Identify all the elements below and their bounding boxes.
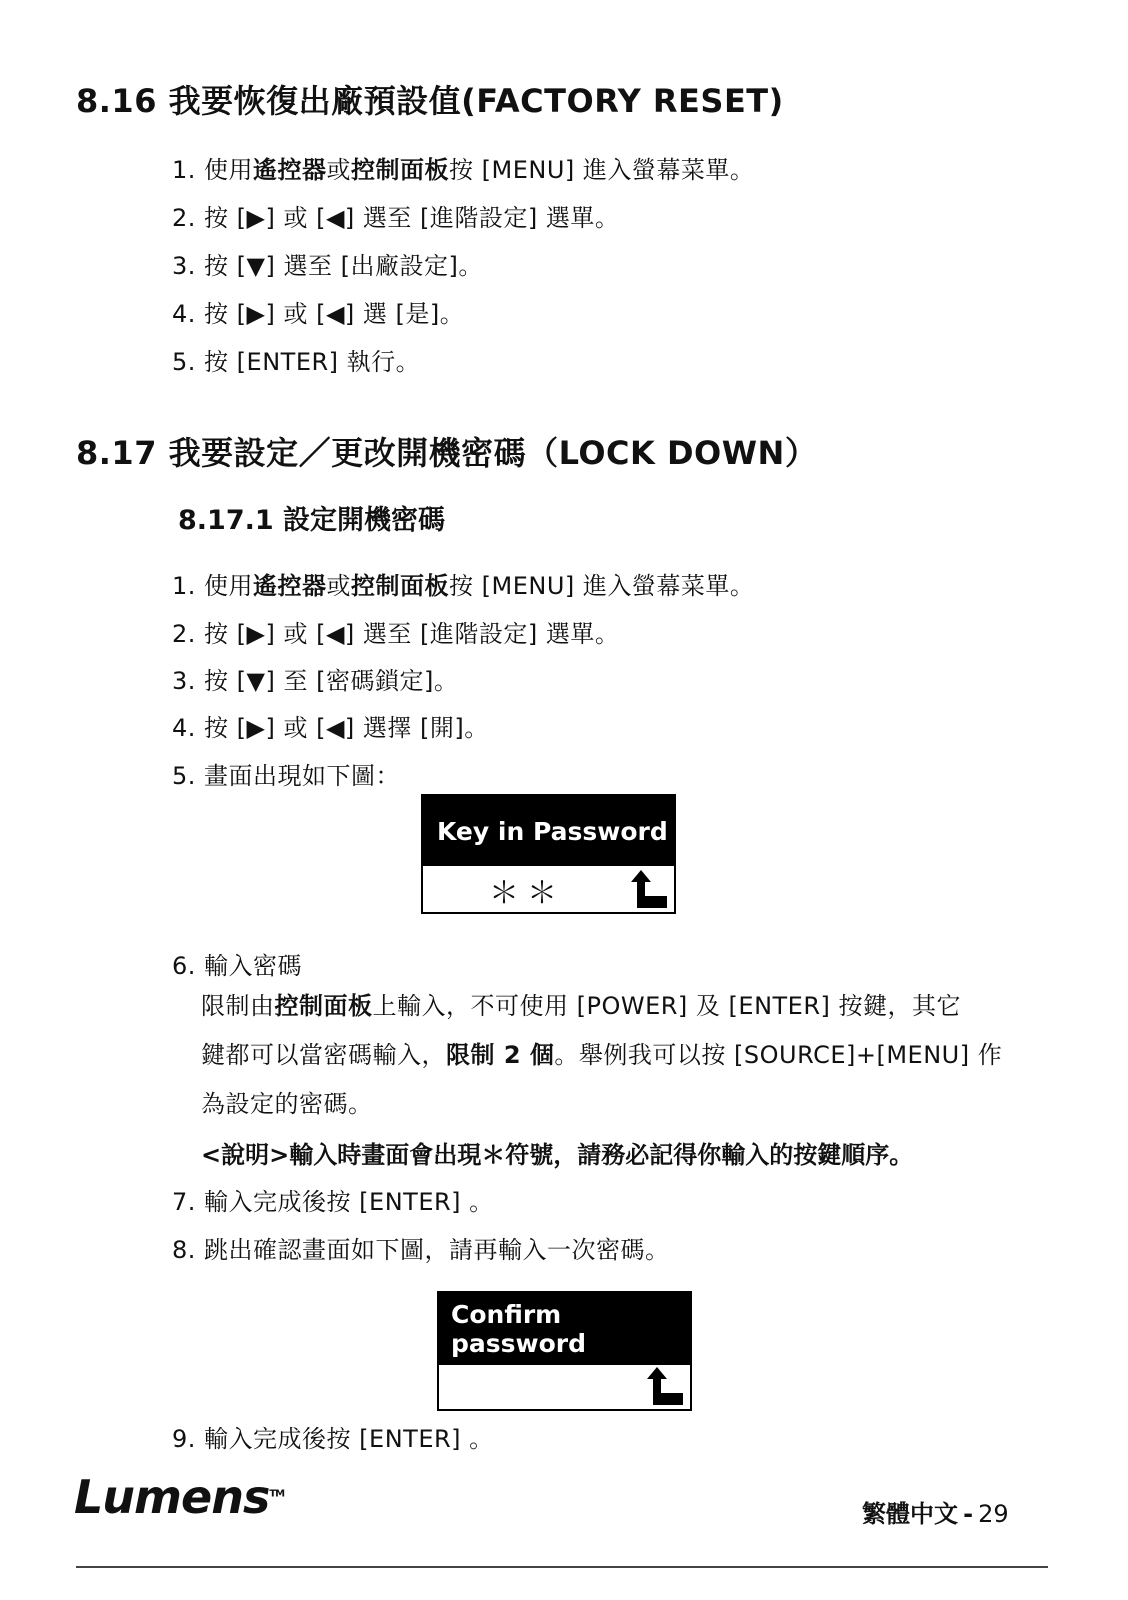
enter-icon <box>627 866 671 910</box>
list-item: 4. 按 [▶] 或 [◀] 選 [是]。 <box>172 300 465 328</box>
password-stars: ＊＊ <box>489 876 565 911</box>
confirm-password-screen <box>437 1291 692 1411</box>
list-item: 9. 輸入完成後按 [ENTER] 。 <box>172 1425 494 1453</box>
list-item: 1. 使用遙控器或控制面板按 [MENU] 進入螢幕菜單。 <box>172 156 755 184</box>
footer-page-label: 繁體中文 - 29 <box>862 1500 1009 1528</box>
confirm-password-field <box>439 1365 690 1409</box>
list-item: 8. 跳出確認畫面如下圖，請再輸入一次密碼。 <box>172 1236 670 1264</box>
section-title-factory-reset: 8.16 我要恢復出廠預設值(FACTORY RESET) <box>76 82 784 120</box>
key-in-password-screen <box>421 794 676 914</box>
list-item: 6. 輸入密碼 <box>172 952 303 980</box>
list-item: 4. 按 [▶] 或 [◀] 選擇 [開]。 <box>172 714 489 742</box>
key-in-password-title: Key in Password <box>423 796 674 866</box>
lumens-logo: Lumens™ <box>74 1470 285 1524</box>
section-title-lock-down: 8.17 我要設定／更改開機密碼（LOCK DOWN） <box>76 434 818 472</box>
list-item: 2. 按 [▶] 或 [◀] 選至 [進階設定] 選單。 <box>172 620 620 648</box>
password-field <box>423 866 674 912</box>
paragraph-restriction: 限制由控制面板上輸入，不可使用 [POWER] 及 [ENTER] 按鍵，其它 鍵都可以當密碼輸入，限制 2 個。舉例我可以按 [SOURCE]+[MENU] 作 為設定的密碼。 <box>201 992 1003 1118</box>
list-item: 7. 輸入完成後按 [ENTER] 。 <box>172 1188 494 1216</box>
list-item: 5. 按 [ENTER] 執行。 <box>172 348 421 376</box>
enter-icon <box>643 1363 687 1407</box>
footer-divider <box>76 1566 1048 1568</box>
list-item: 3. 按 [▼] 至 [密碼鎖定]。 <box>172 667 459 695</box>
note-text: <說明>輸入時畫面會出現＊符號，請務必記得你輸入的按鍵順序。 <box>201 1141 914 1169</box>
list-item: 2. 按 [▶] 或 [◀] 選至 [進階設定] 選單。 <box>172 204 620 232</box>
confirm-password-title: Confirm password <box>439 1293 690 1365</box>
list-item: 3. 按 [▼] 選至 [出廠設定]。 <box>172 252 483 280</box>
list-item: 1. 使用遙控器或控制面板按 [MENU] 進入螢幕菜單。 <box>172 572 755 600</box>
page-number: 29 <box>978 1500 1009 1528</box>
list-item: 5. 畫面出現如下圖： <box>172 762 401 790</box>
subsection-title: 8.17.1 設定開機密碼 <box>178 505 446 536</box>
